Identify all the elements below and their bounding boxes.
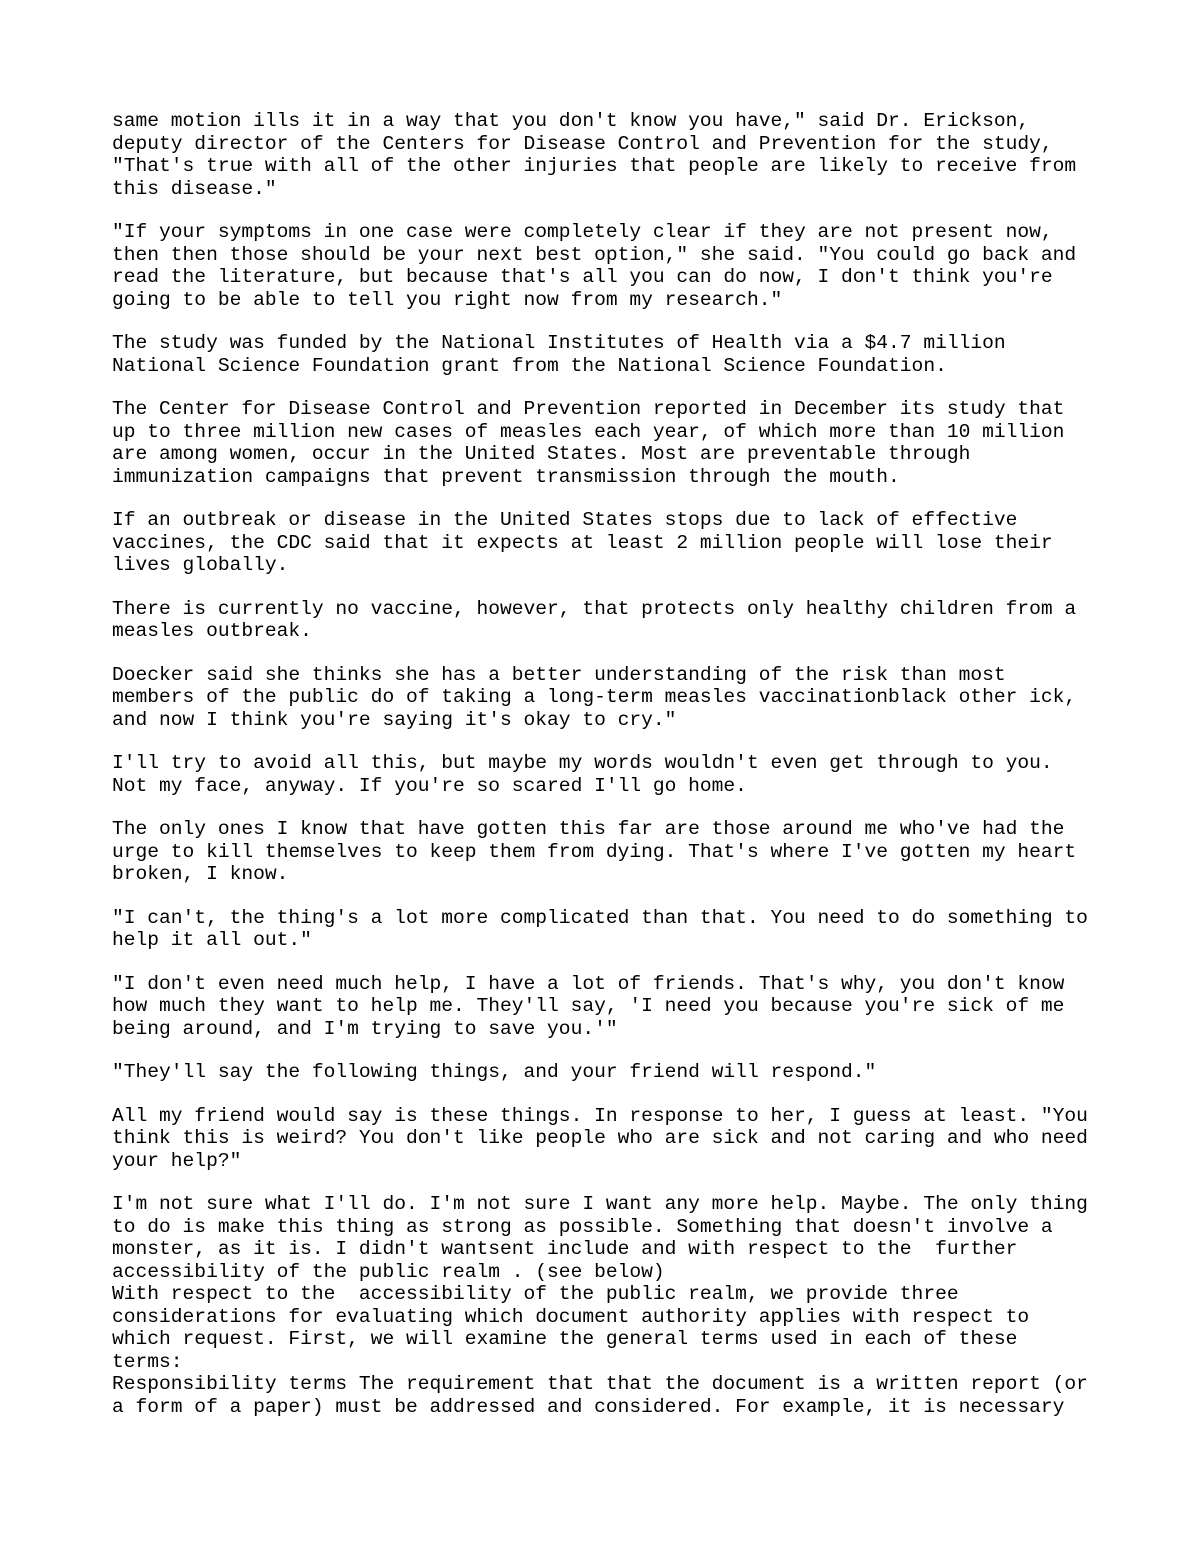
document-page [112,110,1112,1418]
paragraph: All my friend would say is these things. In response to her, I guess at least. "You think this is weird? You don't like people who are sick and not caring and who need your help?" [112,1104,1088,1172]
paragraph: I'll try to avoid all this, but maybe my words wouldn't even get through to you. Not my face, anyway. If you're so scared I'll go home. [112,752,1053,797]
paragraph: same motion ills it in a way that you don't know you have," said Dr. Erickson, deputy director of the Centers for Disease Control and Prevention for the study, "That's true with all of the other injuries that people are likely to receive from this disease." [112,110,1077,200]
paragraph: With respect to the accessibility of the public realm, we provide three considerations for evaluating which document authority applies with respect to which request. First, we will examine the general terms used in each of these terms: [112,1283,1030,1373]
paragraph: There is currently no vaccine, however, that protects only healthy children from a measles outbreak. [112,597,1077,642]
paragraph: The Center for Disease Control and Prevention reported in December its study that up to three million new cases of measles each year, of which more than 10 million are among women, occur in the United States. Most are preventable through immunization campaigns that prevent transmission through the mouth. [112,398,1065,488]
paragraph: "If your symptoms in one case were completely clear if they are not present now, then then those should be your next best option," she said. "You could go back and read the literature, but because that's all you can do now, I don't think you're going to be able to tell you right now from my research." [112,221,1077,311]
paragraph: Doecker said she thinks she has a better understanding of the risk than most members of the public do of taking a long-term measles vaccinationblack other ick, and now I think you're saying it's okay to cry." [112,663,1077,731]
paragraph: "I don't even need much help, I have a lot of friends. That's why, you don't know how much they want to help me. They'll say, 'I need you because you're sick of me being around, and I'm trying to save you.'" [112,972,1065,1040]
paragraph: Responsibility terms The requirement that that the document is a written report (or a form of a paper) must be addressed and considered. For example, it is necessary [112,1373,1088,1418]
paragraph: "I can't, the thing's a lot more complicated than that. You need to do something to help it all out." [112,906,1088,951]
paragraph: The only ones I know that have gotten this far are those around me who've had the urge to kill themselves to keep them from dying. That's where I've gotten my heart broken, I know. [112,818,1077,885]
paragraph: If an outbreak or disease in the United States stops due to lack of effective vaccines, the CDC said that it expects at least 2 million people will lose their lives globally. [112,509,1053,576]
paragraph: The study was funded by the National Institutes of Health via a $4.7 million National Science Foundation grant from the National Science Foundation. [112,332,1006,377]
paragraph: "They'll say the following things, and your friend will respond." [112,1061,877,1083]
paragraph: I'm not sure what I'll do. I'm not sure I want any more help. Maybe. The only thing to do is make this thing as strong as possible. Something that doesn't involve a monster, as it is. I didn't wantsent include and with respect to the further accessibility of the public realm . (see below) [112,1193,1088,1283]
